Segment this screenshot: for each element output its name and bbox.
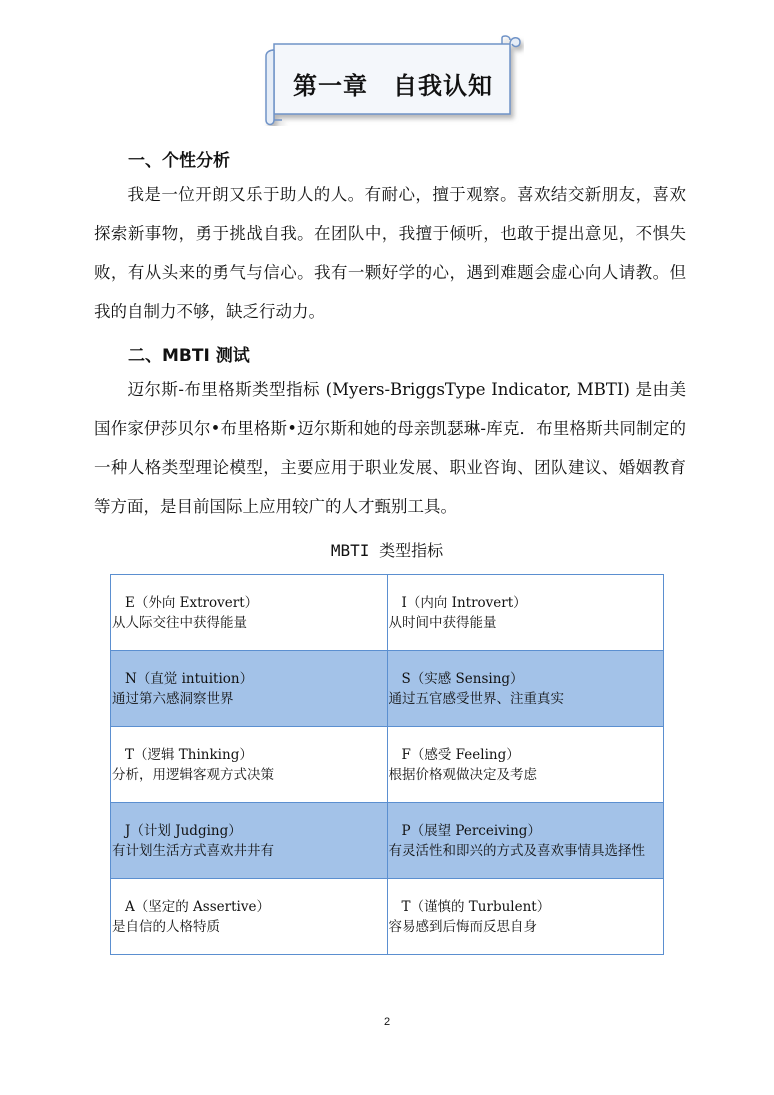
cell-desc: 通过第六感洞察世界 [112, 690, 234, 707]
table-cell [387, 651, 664, 727]
cell-title: F（感受 Feeling） [401, 746, 520, 763]
cell-desc: 从人际交往中获得能量 [112, 614, 247, 631]
table-cell [387, 575, 664, 651]
table-row [111, 575, 664, 651]
cell-desc: 有计划生活方式喜欢井井有 [112, 842, 274, 859]
cell-title: S（实感 Sensing） [401, 670, 524, 687]
table-cell [387, 803, 664, 879]
chapter-banner [262, 34, 524, 126]
cell-desc: 分析，用逻辑客观方式决策 [112, 766, 274, 783]
cell-desc: 根据价格观做决定及考虑 [388, 766, 537, 783]
mbti-text: 迈尔斯-布里格斯类型指标 (Myers-BriggsType Indicator, MBTI) 是由美国作家伊莎贝尔•布里格斯•迈尔斯和她的母亲凯瑟琳-库克．布里格斯共同制定的一种人格类型理论模型，主要应用于职业发展、职业咨询、团队建议、婚姻教育等方面，是目前国际上应用较广的人才甄别工具。 [94, 380, 686, 516]
personality-paragraph [94, 175, 686, 331]
section-heading-mbti: 二、MBTI 测试 [128, 346, 250, 366]
table-cell [387, 879, 664, 955]
section-heading-personality: 一、个性分析 [128, 151, 230, 171]
cell-title: I（内向 Introvert） [401, 594, 527, 611]
cell-desc: 通过五官感受世界、注重真实 [388, 690, 564, 707]
cell-title: N（直觉 intuition） [125, 670, 254, 687]
table-row [111, 803, 664, 879]
table-cell [387, 727, 664, 803]
cell-title: J（计划 Judging） [125, 822, 242, 839]
cell-desc: 是自信的人格特质 [112, 918, 220, 935]
personality-text: 我是一位开朗又乐于助人的人。有耐心，擅于观察。喜欢结交新朋友，喜欢探索新事物，勇于挑战自我。在团队中，我擅于倾听，也敢于提出意见，不惧失败，有从头来的勇气与信心。我有一颗好学的心，遇到难题会虚心向人请教。但我的自制力不够，缺乏行动力。 [94, 185, 686, 321]
cell-title: T（谨慎的 Turbulent） [401, 898, 551, 915]
table-cell [111, 651, 388, 727]
table-cell [111, 727, 388, 803]
cell-desc: 从时间中获得能量 [388, 614, 497, 631]
cell-title: T（逻辑 Thinking） [125, 746, 253, 763]
cell-desc: 有灵活性和即兴的方式及喜欢事情具选择性 [388, 842, 645, 859]
table-cell [111, 575, 388, 651]
chapter-title: 第一章 自我认知 [293, 72, 493, 100]
mbti-paragraph [94, 370, 686, 526]
page-number: 2 [383, 1016, 391, 1028]
mbti-table [110, 574, 664, 955]
table-cell [111, 803, 388, 879]
table-caption: MBTI 类型指标 [330, 541, 444, 560]
cell-title: A（坚定的 Assertive） [125, 898, 270, 915]
table-row [111, 879, 664, 955]
table-row [111, 727, 664, 803]
cell-title: E（外向 Extrovert） [125, 594, 259, 611]
cell-title: P（展望 Perceiving） [401, 822, 541, 839]
table-row [111, 651, 664, 727]
table-cell [111, 879, 388, 955]
cell-desc: 容易感到后悔而反思自身 [388, 918, 537, 935]
